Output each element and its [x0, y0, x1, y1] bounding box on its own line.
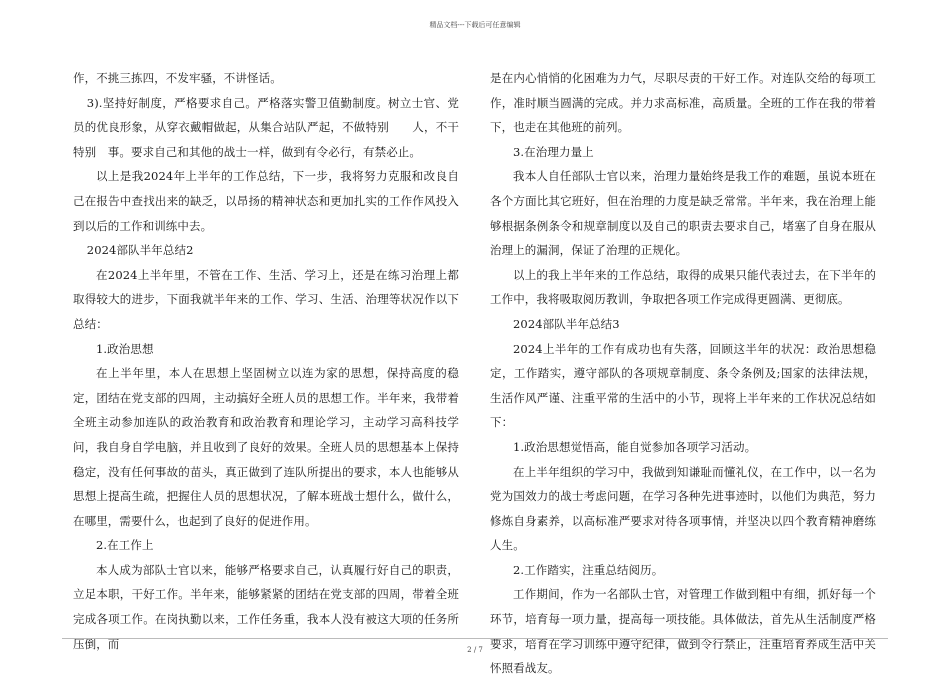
paragraph: 2.在工作上	[96, 538, 154, 553]
paragraph: 1.政治思想觉悟高，能自觉参加各项学习活动。	[513, 439, 757, 454]
paragraph: 2024部队半年总结3	[513, 316, 620, 331]
paragraph: 以上是我2024年上半年的工作总结，下一步，我将努力克服和改良自己在报告中查找出来的缺乏，以昂扬的精神状态和更加扎实的工作作风投入到以后的工作和训练中去。	[73, 169, 459, 233]
paragraph: 1.政治思想	[96, 341, 154, 356]
paragraph: 3).坚持好制度，严格要求自己。严格落实警卫值勤制度。树立士官、党员的优良形象，从穿衣戴帽做起，从集合站队严起，不做特别 人，不干特别 事。要求自己和其他的战士一样，做到有令必行，有禁必止。	[73, 95, 459, 159]
left-column	[73, 66, 459, 656]
paragraph: 在上半年组织的学习中，我做到知谦耻而懂礼仪，在工作中，以一名为党为国效力的战士考虑问题，在学习各种先进事迹时，以他们为典范，努力修炼自身素养，以高标准严要求对待各项事情，并坚决以四个教育精神磨练人生。	[490, 464, 876, 553]
paragraph: 工作期间，作为一名部队士官，对管理工作做到粗中有细，抓好每一个环节，培育每一项力量，提高每一项技能。具体做法，首先从生活制度严格要求，培育在学习训练中遵守纪律，做到令行禁止，注重培育养成生活中关怀照看战友。	[490, 587, 876, 676]
paragraph: 3.在治理力量上	[513, 144, 594, 159]
paragraph: 在上半年里，本人在思想上坚固树立以连为家的思想，保持高度的稳定，团结在党支部的四周，主动搞好全班人员的思想工作。半年来，我带着全班主动参加连队的政治教育和政治教育和理论学习，主动学习高科技学问，我自身自学电脑，并且收到了良好的效果。全班人员的思想基本上保持稳定，没有任何事故的苗头，真正做到了连队所提出的要求，本人也能够从思想上提高生疏，把握住人员的思想状况，了解本班战士想什么，做什么，在哪里，需要什么，也起到了良好的促进作用。	[73, 366, 459, 528]
footer-divider	[62, 638, 888, 639]
paragraph: 以上的我上半年来的工作总结，取得的成果只能代表过去，在下半年的工作中，我将吸取阅历教训，争取把各项工作完成得更圆满、更彻底。	[490, 267, 876, 307]
paragraph: 本人成为部队士官以来，能够严格要求自己，认真履行好自己的职责，立足本职，干好工作。半年来，能够紧紧的团结在党支部的四周，带着全班完成各项工作。在岗执勤以来，工作任务重，我本人没有被这大项的任务所压倒，而	[73, 562, 459, 651]
paragraph: 我本人自任部队士官以来，治理力量始终是我工作的难题，虽说本班在各个方面比其它班好，但在治理的力度是缺乏常常。半年来，我在治理上能够根据条例条令和规章制度以及自己的职责去要求自己，堵塞了自身在服从治理上的漏洞，保证了治理的正规化。	[490, 169, 876, 258]
paragraph: 在2024上半年里，不管在工作、生活、学习上，还是在练习治理上都取得较大的进步，下面我就半年来的工作、学习、生活、治理等状况作以下总结：	[73, 267, 459, 331]
paragraph: 2024部队半年总结2	[86, 243, 194, 258]
paragraph: 作，不挑三拣四，不发牢骚，不讲怪话。	[73, 71, 282, 85]
page-number: 2 / 7	[467, 646, 483, 654]
paragraph: 是在内心悄悄的化困难为力气，尽职尽责的干好工作。对连队交给的每项工作，准时顺当圆满的完成。并力求高标准，高质量。全班的工作在我的带着下，也走在其他班的前列。	[490, 71, 876, 135]
paragraph: 2.工作踏实，注重总结阅历。	[513, 562, 664, 577]
page-header: 精品文档---下载后可任意编辑	[429, 21, 521, 29]
paragraph: 2024上半年的工作有成功也有失落，回顾这半年的状况：政治思想稳定，工作踏实，遵守部队的各项规章制度、条令条例及;国家的法律法规，生活作风严谨、注重平常的生活中的小节，现将上半年来的工作状况总结如下：	[490, 341, 876, 430]
right-column	[490, 66, 876, 681]
